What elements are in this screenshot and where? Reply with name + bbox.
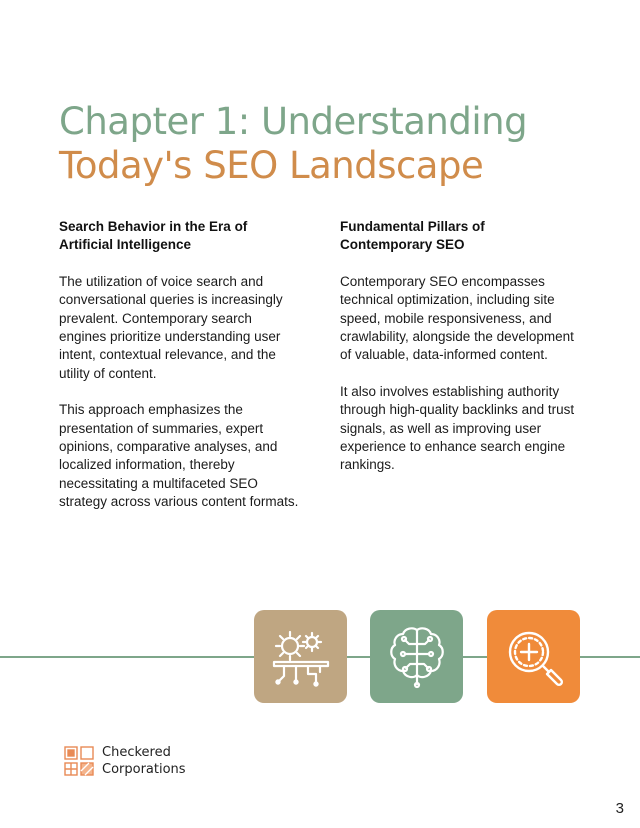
right-column: [340, 218, 580, 493]
left-column: [59, 218, 299, 530]
company-name-line-2: Corporations: [102, 762, 186, 777]
brain-circuit-icon: [382, 622, 452, 692]
title-line-2: Today's SEO Landscape: [59, 144, 484, 187]
left-column-paragraph-2: This approach emphasizes the presentation of summaries, expert opinions, comparative analyses, and localized information, thereby necessitating a multifaceted SEO strategy across various content formats.: [59, 402, 299, 510]
company-logo: [64, 744, 186, 778]
magnifier-plus-icon: [499, 622, 569, 692]
company-name: [102, 744, 186, 778]
right-column-paragraph-2: It also involves establishing authority through high-quality backlinks and trust signals, as well as improving user experience to enhance search engine rankings.: [340, 383, 575, 473]
right-column-heading: Fundamental Pillars of Contemporary SEO: [340, 219, 485, 253]
title-line-1: Chapter 1: Understanding: [59, 100, 528, 143]
gears-circuit-icon: [266, 622, 336, 692]
company-name-line-1: Checkered: [102, 745, 171, 760]
page-title: [59, 100, 527, 188]
right-column-paragraph-1: Contemporary SEO encompasses technical optimization, including site speed, mobile responsiveness, and crawlability, alongside the development of valuable, data-informed content.: [340, 273, 574, 363]
left-column-heading: Search Behavior in the Era of Artificial Intelligence: [59, 219, 248, 253]
left-column-paragraph-1: The utilization of voice search and conversational queries is increasingly prevalent. Contemporary search engines prioritize understanding user intent, contextual relevance, and the utility of content.: [59, 273, 283, 381]
checkered-logo-icon: [64, 746, 94, 776]
page-number: 3: [615, 800, 624, 817]
gears-tile: [254, 610, 347, 703]
magnifier-tile: [487, 610, 580, 703]
brain-tile: [370, 610, 463, 703]
